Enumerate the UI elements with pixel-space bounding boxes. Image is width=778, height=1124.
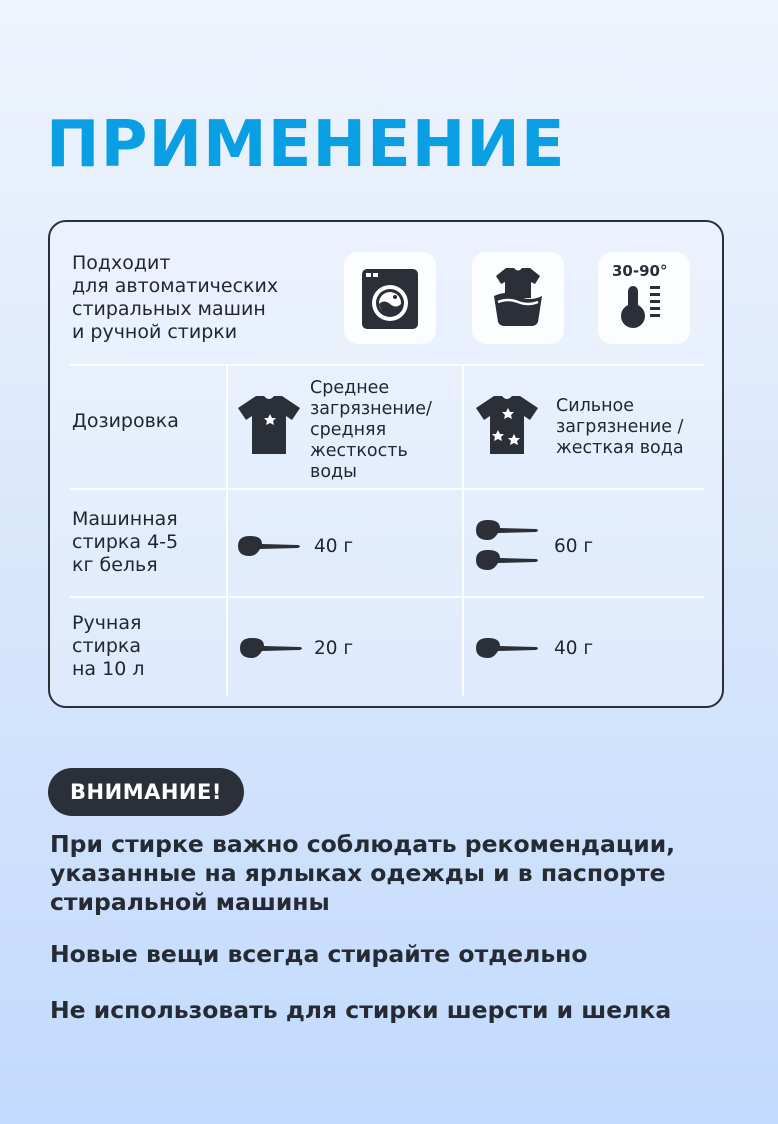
hand-wash-icon <box>472 252 564 344</box>
temperature-label: 30-90° <box>612 262 668 280</box>
divider <box>462 366 464 696</box>
divider <box>70 488 704 490</box>
note-new-items: Новые вещи всегда стирайте отдельно <box>50 940 588 968</box>
thermometer-icon <box>598 252 690 344</box>
dose-hand-medium: 20 г <box>314 638 354 659</box>
dosage-label: Дозировка <box>72 410 179 432</box>
scoop-icon <box>238 636 304 660</box>
scoop-icon <box>474 518 540 542</box>
attention-badge: ВНИМАНИЕ! <box>48 768 244 816</box>
scoop-icon <box>474 548 540 572</box>
scoop-icon <box>236 534 302 558</box>
row-label-hand: Ручная стирка на 10 л <box>72 612 145 680</box>
page-title: ПРИМЕНЕНИЕ <box>46 108 566 182</box>
dose-machine-medium: 40 г <box>314 536 354 557</box>
washing-machine-icon <box>344 252 436 344</box>
column-header-medium: Среднее загрязнение/ средняя жесткость воды <box>310 378 432 482</box>
usage-card <box>48 220 724 708</box>
scoop-icon <box>474 636 540 660</box>
column-header-heavy: Сильное загрязнение / жесткая вода <box>556 396 684 458</box>
suitable-text: Подходит для автоматических стиральных машин и ручной стирки <box>72 252 279 343</box>
row-label-machine: Машинная стирка 4-5 кг белья <box>72 508 179 576</box>
dose-hand-heavy: 40 г <box>554 638 594 659</box>
divider <box>70 364 704 366</box>
divider <box>70 596 704 598</box>
tshirt-heavy-stain-icon <box>474 394 540 456</box>
note-recommendations: При стирке важно соблюдать рекомендации, указанные на ярлыках одежды и в паспорте стиральной машины <box>50 830 676 916</box>
note-no-wool-silk: Не использовать для стирки шерсти и шелка <box>50 996 672 1024</box>
tshirt-light-stain-icon <box>236 394 302 456</box>
dose-machine-heavy: 60 г <box>554 536 594 557</box>
divider <box>226 366 228 696</box>
